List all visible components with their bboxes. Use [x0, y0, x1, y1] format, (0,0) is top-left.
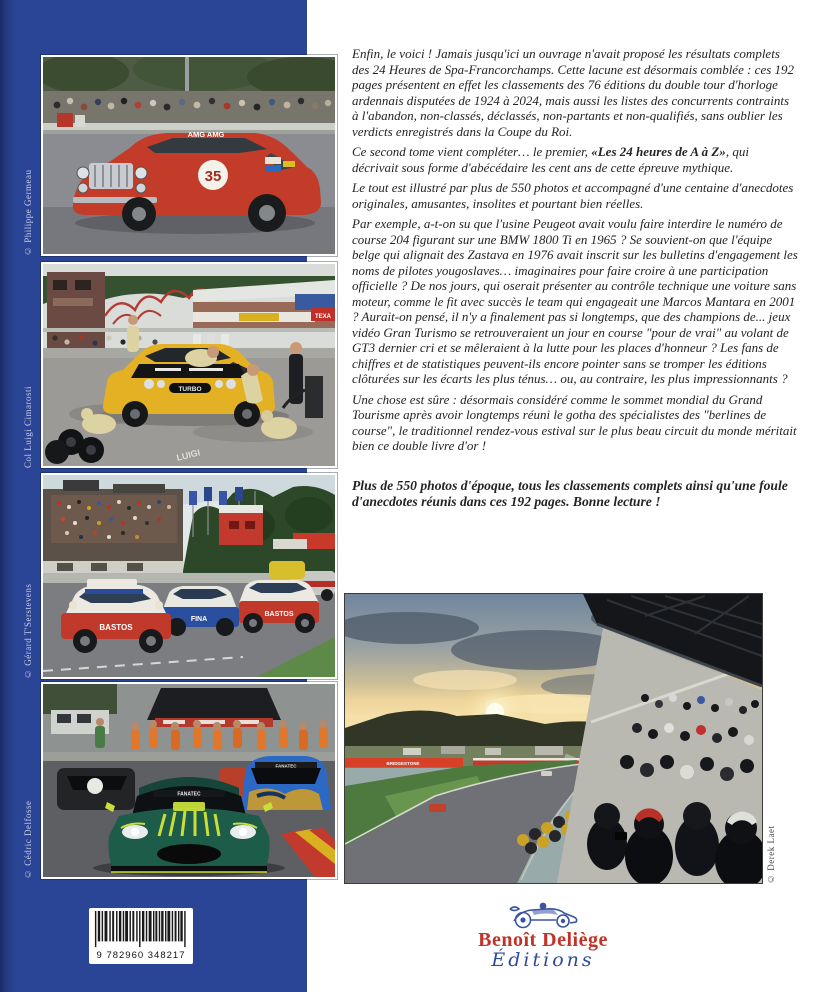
photo-credit-tserstevens: © Gérard T'Serstevens	[23, 583, 33, 679]
closing-highlight: Plus de 550 photos d'époque, tous les classements complets ainsi qu'une foule d'anecdotes réunis dans ces 192 pages. Bonne lecture !	[352, 477, 788, 509]
barcode-bars	[93, 911, 189, 949]
publisher-editions: Éditions	[491, 949, 595, 971]
paragraph-photos: Le tout est illustré par plus de 550 photos et accompagné d'une centaine d'anecdotes originales, amusantes, insolites et pourtant bien réelles.	[352, 180, 794, 211]
paragraph-anecdotes: Par exemple, a-t-on su que l'usine Peugeot avait voulu faire interdire le numéro de course 204 figurant sur une BMW 1800 Ti en 1965 ? Se souvient-on que l'équipe belge qui alignait des Zastava en 1976 avait inscrit sur les bulletins d'engagement les noms de pilotes yougoslaves… imaginaires pour faire croire à une participation officielle ? De nos jours, qui oserait présenter au contrôle technique une voiture sans moteur, comme le fit avec succès le team qui engageait une Marcos Mantara en 2001 ? Aurait-on pensé, il n'y a finalement pas si longtemps, que des champions de... jeux vidéo Gran Turismo se retrouveraient un jour en course "pour de vrai" au volant de GT3 dernier cri et se mêleraient à la lutte pour les places d'honneur ? Les fans de chiffres et de statistiques peuvent-ils encore pointer sans se tromper les éditions clôturées sur les écarts les plus ténus… ou, au contraire, les plus impressionnants ?	[352, 216, 798, 386]
svg-text:TEXA: TEXA	[314, 314, 332, 320]
publisher-logo	[438, 899, 648, 971]
svg-text:FANATEC: FANATEC	[275, 763, 297, 769]
paragraph-intro: Enfin, le voici ! Jamais jusqu'ici un ouvrage n'avait proposé les résultats complets des 24 Heures de Spa-Francorchamps. Cette lacune est désormais comblée : ces 192 pages présentent en effet les classements des 76 éditions du double tour d'horloge ardennais disputées de 1924 à 2024, mais aussi les listes des concurrents contraints à l'abandon, non-classés, déclassés, non-partants et non-qualifiés, sans oublier les verdicts enregistrés dans la Coupe du Roi.	[352, 46, 795, 139]
photo-credit-cimarosti: Col Luigi Cimarosti	[23, 385, 33, 468]
photo-pitstop-alfa	[41, 262, 337, 468]
svg-text:FINA: FINA	[190, 616, 208, 623]
isbn-barcode	[89, 908, 193, 964]
paragraph-tome-start: Ce second tome vient compléter… le premier,	[352, 144, 592, 159]
vintage-racecar-icon	[506, 899, 580, 929]
paragraph-tome	[352, 144, 798, 175]
photo-amg-mercedes-illustration	[43, 57, 335, 254]
svg-text:AMG AMG: AMG AMG	[187, 130, 225, 139]
svg-text:35: 35	[204, 168, 222, 185]
photo-credit-laet: © Derek Laet	[766, 825, 776, 884]
svg-text:BASTOS: BASTOS	[264, 611, 294, 618]
svg-text:TURBO: TURBO	[178, 386, 202, 393]
photo-aston-gt3	[41, 682, 337, 879]
isbn-digits: 9 782960 348217	[96, 950, 186, 961]
photo-bmw-grid	[41, 473, 337, 679]
photo-spa-sunset	[344, 593, 763, 884]
svg-text:FANATEC: FANATEC	[177, 791, 201, 798]
barrier-banner-text	[387, 761, 420, 766]
back-cover-text	[352, 46, 798, 516]
svg-text:BRIDGESTONE: BRIDGESTONE	[386, 761, 420, 766]
photo-pitstop-illustration	[43, 264, 335, 466]
photo-bmw-grid-illustration	[43, 475, 335, 677]
photo-spa-sunset-illustration	[345, 594, 762, 883]
paragraph-tome-end: , qui décrivait sous forme d'abécédaire les cent ans de cette épreuve mythique.	[352, 144, 749, 175]
photo-credit-germeau: © Philippe Germeau	[23, 169, 33, 256]
svg-text:LUIGI: LUIGI	[175, 447, 202, 463]
photo-amg-mercedes	[41, 55, 337, 256]
photo-aston-gt3-illustration	[43, 684, 335, 877]
paragraph-conclusion: Une chose est sûre : désormais considéré comme le sommet mondial du Grand Tourisme après avoir longtemps réuni le gotha des spécialistes des "berlines de course", le traditionnel rendez-vous estival sur le plus beau circuit du monde méritait bien ce double livre d'or !	[352, 391, 797, 453]
svg-text:BASTOS: BASTOS	[99, 623, 133, 632]
photo-credit-delfosse: © Cédric Delfosse	[23, 800, 33, 879]
book-title-reference: «Les 24 heures de A à Z»	[591, 144, 726, 159]
publisher-name: Benoît Deliège	[478, 929, 608, 951]
